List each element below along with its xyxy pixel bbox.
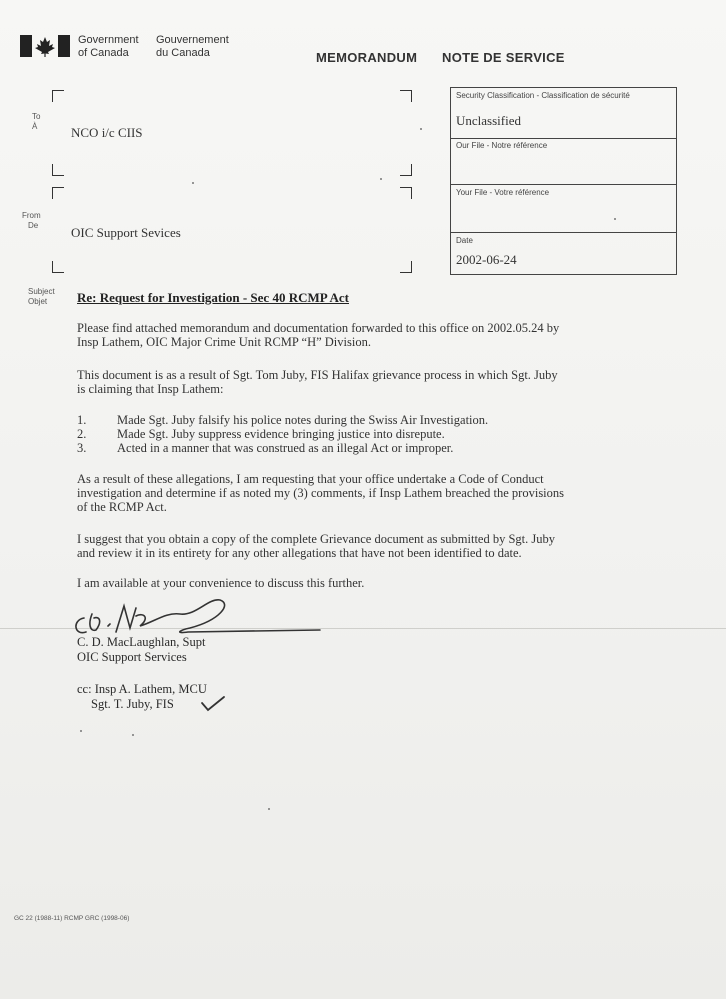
from-bracket-tr <box>400 187 412 199</box>
from-label <box>22 211 41 231</box>
from-bracket-bl <box>52 261 64 273</box>
list-item-number: 3. <box>77 441 87 455</box>
cc-line-1: cc: Insp A. Lathem, MCU <box>77 682 207 696</box>
gov-fr-line1: Gouvernement <box>156 34 229 46</box>
government-of-canada-fr <box>156 34 229 60</box>
memorandum-heading: MEMORANDUM <box>316 50 418 65</box>
form-number-footer: GC 22 (1988-11) RCMP GRC (1998-06) <box>14 915 130 922</box>
our-file-label: Our File - Notre référence <box>456 141 548 150</box>
scan-speck <box>80 730 82 732</box>
cc-line-2: Sgt. T. Juby, FIS <box>91 697 174 711</box>
security-classification-label: Security Classification - Classification de sécurité <box>456 91 630 100</box>
from-label-en: From <box>22 211 41 220</box>
date-value: 2002-06-24 <box>456 252 517 267</box>
paragraph-2-line-1: This document is as a result of Sgt. Tom Juby, FIS Halifax grievance process in which Sgt. Juby <box>77 368 558 382</box>
to-bracket-br <box>400 164 412 176</box>
subject-line: Re: Request for Investigation - Sec 40 RCMP Act <box>77 290 349 305</box>
from-bracket-br <box>400 261 412 273</box>
from-bracket-tl <box>52 187 64 199</box>
paragraph-2-line-2: is claiming that Insp Lathem: <box>77 382 224 396</box>
your-file-cell <box>451 185 676 233</box>
scan-speck <box>614 218 616 220</box>
scan-speck <box>420 128 422 130</box>
our-file-cell <box>451 138 676 185</box>
paragraph-4 <box>77 532 637 560</box>
date-cell <box>451 233 676 274</box>
reference-box <box>450 87 677 275</box>
canada-flag-icon <box>20 35 70 57</box>
subject-label-fr: Objet <box>28 297 48 306</box>
signature-block <box>77 635 205 665</box>
signatory-name: C. D. MacLaughlan, Supt <box>77 635 206 649</box>
scan-speck <box>268 808 270 810</box>
to-bracket-bl <box>52 164 64 176</box>
paragraph-2 <box>77 368 637 396</box>
scan-speck <box>192 182 194 184</box>
signatory-title: OIC Support Services <box>77 650 187 664</box>
paragraph-4-line-2: and review it in its entirety for any other allegations that have not been identified to date. <box>77 546 522 560</box>
list-item-text: Acted in a manner that was construed as an illegal Act or improper. <box>117 441 454 455</box>
security-classification-value: Unclassified <box>456 113 521 128</box>
note-de-service-heading: NOTE DE SERVICE <box>442 50 565 65</box>
cc-block <box>77 682 207 712</box>
gov-en-line1: Government <box>78 34 139 46</box>
list-item <box>77 441 453 455</box>
government-of-canada-en <box>78 34 139 60</box>
list-item-number: 2. <box>77 427 87 441</box>
from-value: OIC Support Sevices <box>71 225 181 240</box>
to-label <box>32 112 40 132</box>
paragraph-5: I am available at your convenience to discuss this further. <box>77 576 365 590</box>
paragraph-3-line-1: As a result of these allegations, I am requesting that your office undertake a Code of Conduct <box>77 472 544 486</box>
subject-label <box>28 287 55 307</box>
paragraph-3-line-3: of the RCMP Act. <box>77 500 167 514</box>
subject-label-en: Subject <box>28 287 55 296</box>
paragraph-1-line-2: Insp Lathem, OIC Major Crime Unit RCMP “H” Division. <box>77 335 371 349</box>
checkmark-icon <box>200 695 226 713</box>
paragraph-1 <box>77 321 637 349</box>
list-item-text: Made Sgt. Juby falsify his police notes during the Swiss Air Investigation. <box>117 413 489 427</box>
list-item-text: Made Sgt. Juby suppress evidence bringing justice into disrepute. <box>117 427 445 441</box>
from-label-fr: De <box>28 221 39 230</box>
scan-speck <box>380 178 382 180</box>
list-item <box>77 413 488 427</box>
your-file-label: Your File - Votre référence <box>456 188 550 197</box>
date-label: Date <box>456 236 473 245</box>
paragraph-3-line-2: investigation and determine if as noted my (3) comments, if Insp Lathem breached the provisions <box>77 486 565 500</box>
gov-en-line2: of Canada <box>78 47 129 59</box>
list-item <box>77 427 445 441</box>
to-label-en: To <box>32 112 41 121</box>
scan-speck <box>132 734 134 736</box>
paragraph-3 <box>77 472 637 514</box>
to-bracket-tr <box>400 90 412 102</box>
paragraph-1-line-1: Please find attached memorandum and documentation forwarded to this office on 2002.05.24 by <box>77 321 560 335</box>
to-bracket-tl <box>52 90 64 102</box>
gov-fr-line2: du Canada <box>156 47 210 59</box>
list-item-number: 1. <box>77 413 87 427</box>
to-value: NCO i/c CIIS <box>71 125 143 140</box>
paragraph-4-line-1: I suggest that you obtain a copy of the complete Grievance document as submitted by Sgt. Juby <box>77 532 556 546</box>
security-classification-cell <box>451 88 676 139</box>
to-label-fr: À <box>32 122 38 131</box>
